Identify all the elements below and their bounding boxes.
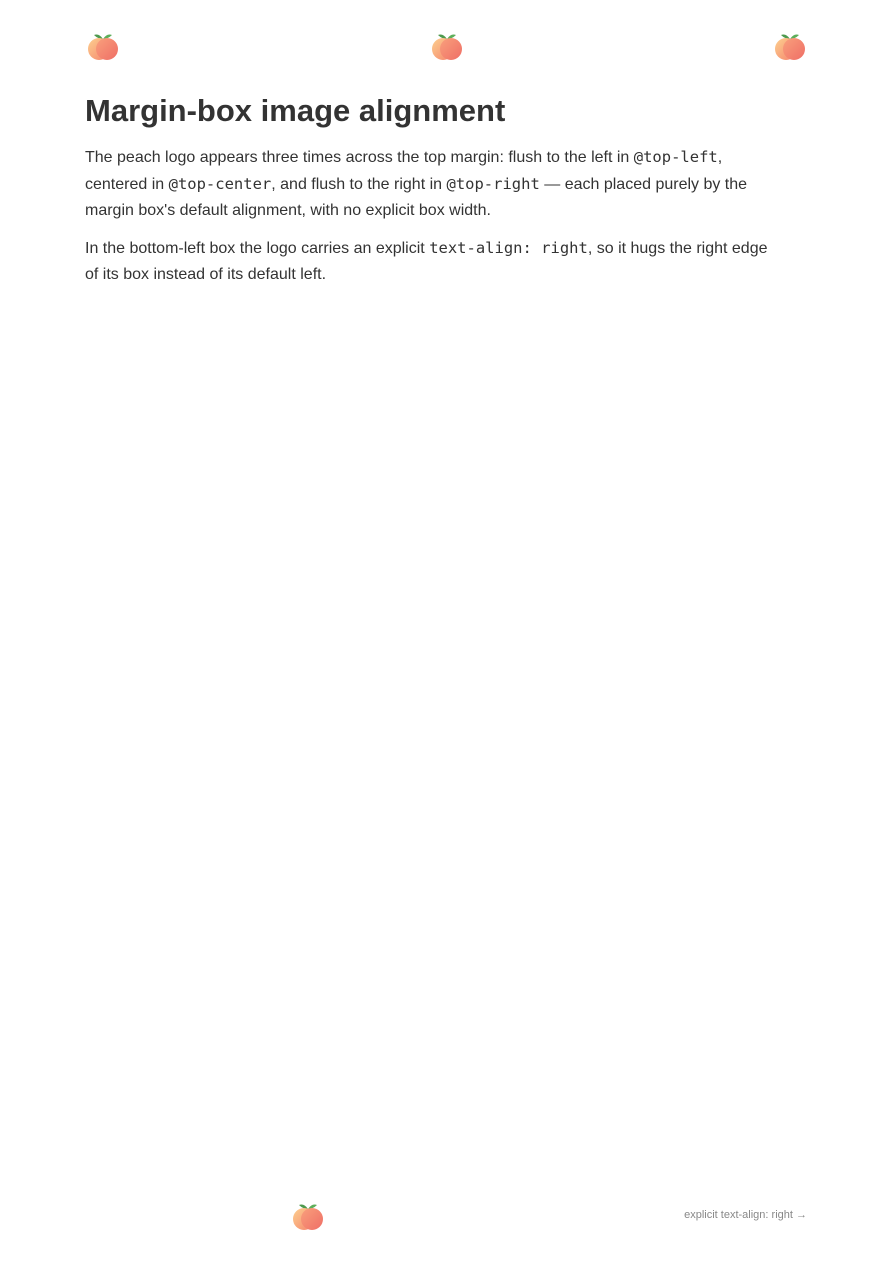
code-top-left: @top-left [633, 148, 718, 166]
para1-text-6: margin box's default alignment, with no explicit box width. [85, 202, 491, 219]
para1-text-2: , [717, 149, 723, 166]
para2-text-3: of its box instead of its default left. [85, 266, 327, 283]
para2-text-2: , so it hugs the right edge [587, 240, 768, 257]
bottom-left-paragraph [85, 235, 808, 288]
para1-text-1: The peach logo appears three times across the top margin: flush to the left in [85, 149, 634, 166]
peach-logo-top-left-icon [86, 32, 120, 62]
para1-text-3: centered in [85, 176, 169, 193]
para1-text-4: , and flush to the right in [271, 176, 447, 193]
page-title: Margin-box image alignment [85, 93, 506, 128]
para1-text-5: — each placed purely by the [539, 176, 748, 193]
code-text-align-right: text-align: right [429, 239, 588, 257]
para2-text-1: In the bottom-left box the logo carries an explicit [85, 240, 430, 257]
peach-logo-bottom-left-icon [291, 1202, 325, 1232]
peach-logo-top-center-icon [430, 32, 464, 62]
peach-logo-top-right-icon [773, 32, 807, 62]
code-top-right: @top-right [446, 175, 540, 193]
intro-paragraph [85, 144, 808, 224]
code-top-center: @top-center [168, 175, 272, 193]
bottom-right-note: explicit text-align: right → [684, 1209, 807, 1221]
